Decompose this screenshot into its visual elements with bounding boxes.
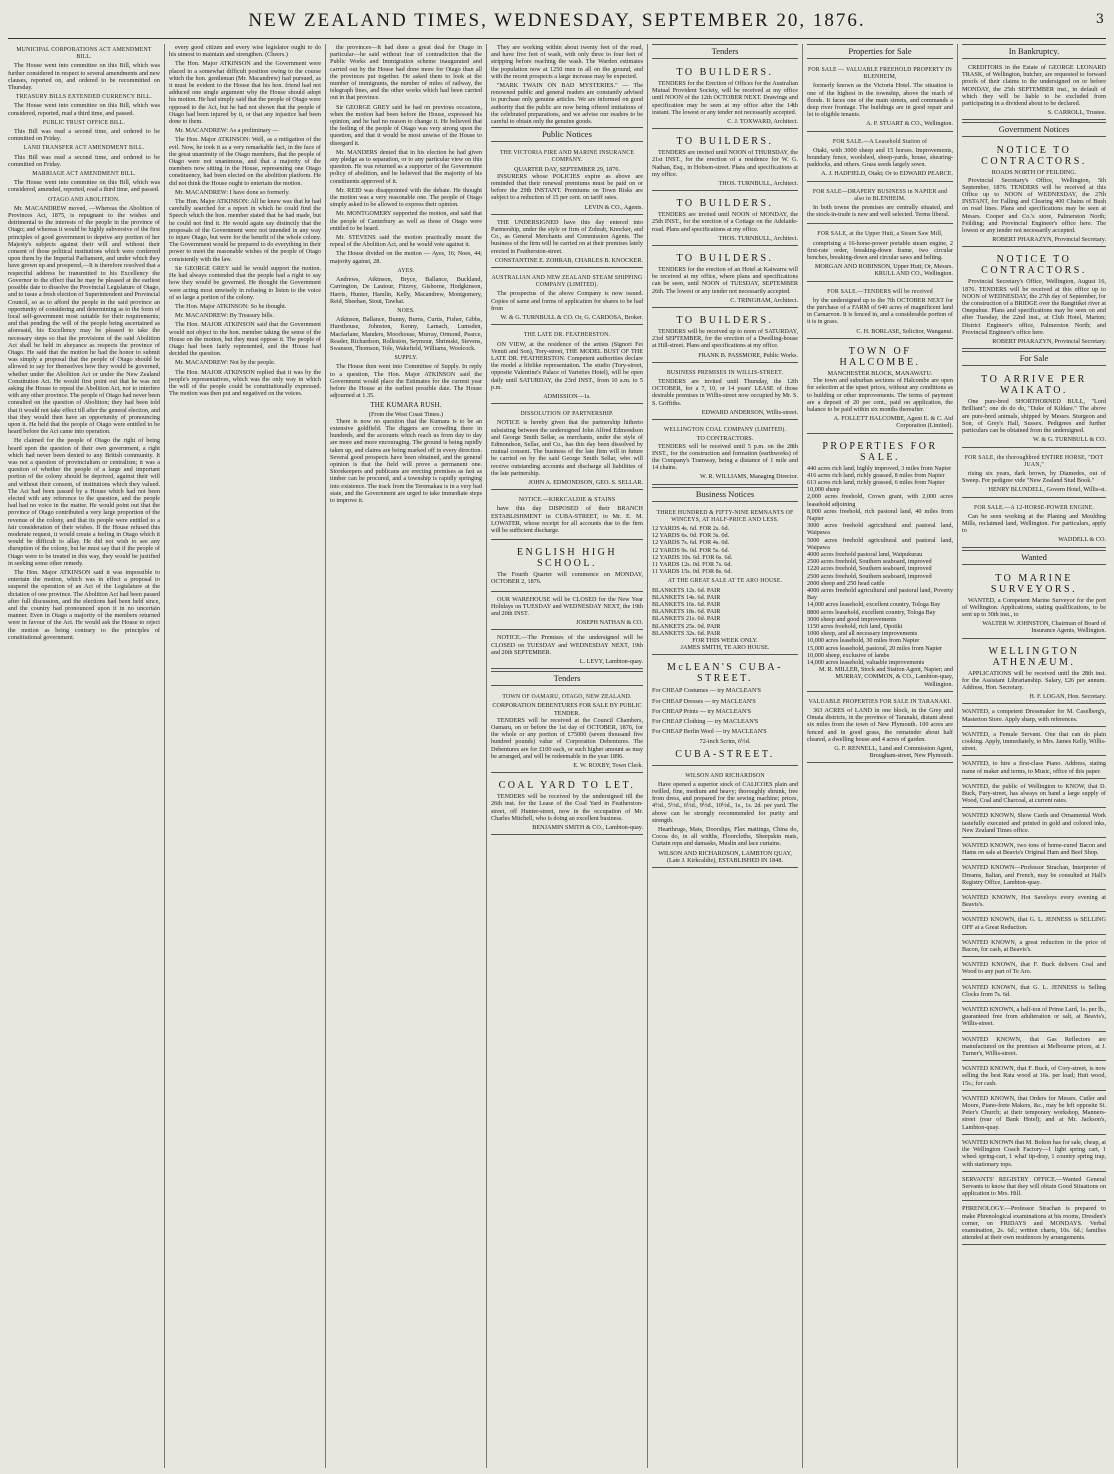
advert-title: FOR SALE.—A 12-HORSE-POWER ENGINE. (973, 504, 1094, 511)
advert-signature: L. LEVY, Lambton-quay. (579, 658, 643, 665)
property-item: 14,000 acres leasehold, excellent country, Tologa Bay (807, 601, 941, 609)
advert (491, 594, 643, 631)
paragraph: This Bill was read a second time, and ordered to be committed on Friday. (8, 128, 160, 143)
wanted-advert: SERVANTS' REGISTRY OFFICE.—Wanted General Servants to know that they will obtain Good Situations on application to Mrs. Hill. (962, 1174, 1106, 1202)
property-item: 613 acres rich land, richly grassed, 6 miles from Napier (807, 478, 945, 486)
price-line: BLANKETS 25s. 0d. PAIR (652, 622, 721, 630)
paragraph: The House went into committee on this Bill, which was considered, reported, read a third time, and passed. (8, 102, 160, 117)
column-4 (491, 44, 643, 1468)
paragraph: Sir GEORGE GREY said he would support the motion. He had always contended that the people had a right to say how they would be governed. He thought the Government were acting most unwisely in refusing to listen to the voice of so large a portion of the colony. (169, 264, 321, 301)
advert-title: WELLINGTON ATHENÆUM. (988, 645, 1080, 668)
advert-body: TENDERS are invited until NOON of MONDAY, the 25th INST., for the erection of a Cottage on the Adelaide-road. Plans and specifications at my office. (652, 211, 798, 233)
paragraph: The Hon. Major ATKINSON and the Government were placed in a somewhat difficult position owing to the course which the hon. gentleman (Mr. Macandrew) had pursued, as it must be evident to the House that his hon. friend had not adduced one single argument why the House should adopt his motion. He had simply said that the people of Otago were opposed to the Act, but he had not shown that the people of Otago had been injured by it, or that any injustice had been done to them. (169, 60, 321, 126)
wanted-advert: WANTED KNOWN, two tons of home-cured Bacon and Hams on sale at Beavis's Original Ham and Beef Shop. (962, 840, 1106, 860)
wanted-advert: WANTED KNOWN, Show Cards and Ornamental Work tastefully executed and printed in gold and colored inks, New Zealand Times office. (962, 810, 1106, 838)
advert-body: 363 ACRES of LAND in one block, in the Grey and Omata districts, in the province of Taranaki, distant about six miles from the town of New Plymouth. 100 acres are fenced and in good grass, the remainder about half cleared, a dwelling house and 4 acres of garden. (807, 707, 953, 743)
wanted-advert: WANTED, a Female Servant. One that can do plain cooking. Apply, immediately, to Mrs. James Kelly, Willis-street. (962, 729, 1106, 757)
price-line: 12 YARDS 9s. 0d. FOR 5s. 6d. (652, 546, 730, 554)
advert-body: The Fourth Quarter will commence on MONDAY, OCTOBER 2, 1876. (491, 571, 643, 586)
paragraph: every good citizen and every wise legislator ought to do his utmost to maintain and strengthen. (Cheers.) (169, 44, 321, 59)
advert-signature: A. P. STUART & CO., Wellington. (866, 120, 953, 128)
price-line: BLANKETS 21s. 0d. PAIR (652, 615, 721, 623)
advert-title: THREE HUNDRED & FIFTY-NINE REMNANTS OF WINCEYS, AT HALF-PRICE AND LESS. (656, 509, 794, 523)
property-item: 14,000 acres leasehold, valuable improvements (807, 659, 925, 666)
advert-signature: C. TRINGHAM, Architect. (730, 296, 798, 304)
advert-signature: WILSON AND RICHARDSON, LAMBTON QUAY, (Late J. Kirkcaldie), ESTABLISHED IN 1848. (658, 849, 792, 864)
advert-subtitle: MANCHESTER BLOCK, MANAWATU. (827, 369, 933, 377)
property-item: 5000 acres freehold agricultural and pastoral land, Waipawa (807, 536, 953, 551)
advert-signature: WADDELL & CO. (1058, 536, 1106, 544)
advert-body: Otaki, with 3000 sheep and 15 horses. Improvements, boundary fence, woolshed, sheep-yards, house, shearing-paddocks, and others. Grass seeds largely sown. (807, 146, 953, 169)
advert-title: FOR SALE — VALUABLE FREEHOLD PROPERTY IN BLENHEIM, (807, 67, 953, 81)
section-heading: For Sale (962, 351, 1106, 366)
advert (491, 632, 643, 669)
property-item: 8,000 acres freehold, rich pastoral land, 40 miles from Napier (807, 507, 953, 522)
advert (491, 689, 643, 773)
advert-title: TO BUILDERS. (676, 198, 774, 210)
wanted-list (962, 706, 1106, 1245)
advert-signature: A. J. HADFIELD, Otaki; Or to EDWARD PEARCE. (821, 170, 953, 178)
price-line: 11 YARDS 12s. 0d. FOR 7s. 6d. (652, 560, 732, 568)
paragraph: The House went into committee on this Bill, which was further considered in respect to several amendments and new clauses, reported on, and ordered to be recommitted on Thursday. (8, 62, 160, 92)
advert-signature: W. & G. TURNBULL & CO. Or, G. CARDOSA, Broker. (500, 314, 643, 322)
advert-title: THE LATE DR. FEATHERSTON. (523, 332, 611, 339)
advert-body: TENDERS are invited until Thursday, the 12th OCTOBER, for a 7, 10, or 14 years' LEASE of those desirable premises in Willis-street now occupied by Mr. S. S. Griffiths. (652, 378, 798, 407)
paragraph: Mr. REID was disappointed with the debate. He thought the motion was a very reasonable one. The people of Otago simply asked to be allowed to express their opinion. (330, 186, 482, 209)
advert-body: WANTED, a Competent Marine Surveyor for the port of Wellington. Applications, stating qualifications, to be sent up to 30th inst., to (962, 596, 1106, 618)
paragraph: The House divided on the motion — Ayes, 16; Noes, 44; majority against, 28. (330, 250, 482, 265)
advert-body: rising six years, dark brown, by Diamedes, out of Sweep. For pedigree vide "New Zealand Stud Book." (962, 469, 1106, 485)
column-rule (486, 44, 487, 1468)
noes-list: Atkinson, Ballance, Bunny, Burns, Curtis, Fisher, Gibbs, Hursthouse, Johnston, Kenny, Larnach, Lumsden, Macfarlane, Manders, Moorhouse, Murray, Ormond, Pearce, Reader, Richardson, Rolleston, Seymour, Shrimski, Stevens, Swanson, Thomson, Tole, Wakefield, Williams, Woolcock. (330, 316, 482, 352)
advert-title: AUSTRALIAN AND NEW ZEALAND STEAM SHIPPING COMPANY (LIMITED). (491, 275, 643, 289)
advert (807, 341, 953, 434)
advert-line: For CHEAP Berlin Wool — try MACLEAN'S (652, 728, 767, 736)
advert-title: TO BUILDERS. (676, 136, 774, 148)
paragraph: He claimed for the people of Otago the right of being heard upon the question of their own government, a right which had never been denied to any British community. It was not a question of provincialism or centralism; it was a question of whether the people of a large and important portion of the colony should be deprived, against their will and without their consent, of institutions which they valued. The Act had been passed by a House which had not been elected with any reference to the question, and the people had had no voice in the matter. He would point out that the province of Otago contributed a very large proportion of the revenue of the colony, and that its people were entitled to a fair consideration of their wishes. If the House refused this moderate request, it would create a feeling in Otago which it would be difficult to allay. He did not wish to see any disruption of the colony, but he must say that if the people of Otago were to be treated in this way, they would be justified in seeking some other remedy. (8, 437, 160, 567)
section-heading: Properties for Sale (807, 44, 953, 59)
advert-signature: ROBERT PHARAZYN, Provincial Secretary. (992, 236, 1106, 244)
advert (652, 505, 798, 656)
wanted-advert: WANTED, the public of Wellington to KNOW, that D. Buck, Fury-street, has always on hand a large supply of Wood, Coal and Charcoal, at current rates. (962, 781, 1106, 809)
advert-subtitle: AT THE GREAT SALE AT TE ARO HOUSE. (667, 578, 783, 585)
supply-heading: SUPPLY. (394, 355, 418, 362)
advert-title: TO MARINE SURVEYORS. (990, 572, 1078, 595)
property-item: 440 acres rich land, highly improved, 3 miles from Napier (807, 464, 952, 472)
advert-signature: WALTER W. JOHNSTON, Chairman of Board of Insurance Agents, Wellington. (982, 620, 1106, 635)
winceys-list (652, 525, 798, 575)
advert (652, 422, 798, 484)
price-line: 12 YARDS 10s. 6d. FOR 6s. 6d. (652, 553, 733, 561)
section-heading: Wanted (962, 550, 1106, 565)
advert-body: CREDITORS in the Estate of GEORGE LEONARD TRASK, of Wellington, butcher, are requested to forward proofs of their claims to the undersigned on or before MONDAY, the 25th SEPTEMBER inst., in default of which they will be liable to be excluded from participating in a dividend about to be declared. (962, 64, 1106, 108)
property-item: 2500 acres freehold, Southern seaboard, improved (807, 572, 932, 580)
advert-body: NOTICE.—The Premises of the undersigned will be CLOSED on TUESDAY and WEDNESDAY NEXT, 19th and 20th SEPTEMBER. (491, 634, 643, 656)
wanted-advert: WANTED KNOWN, a half-ton of Prime Lard, 1s. per lb., guaranteed free from adulteration or salt, at Beavis's, Willis-street. (962, 1004, 1106, 1032)
advert (652, 768, 798, 868)
advert-signature: EDWARD ANDERSON, Willis-street. (701, 408, 798, 416)
column-6 (807, 44, 953, 1468)
advert-title: WELLINGTON COAL COMPANY (LIMITED). (663, 427, 787, 434)
advert (962, 62, 1106, 120)
advert-body: THE UNDERSIGNED have this day entered into Partnership, under the style or firm of Zohrab, Knocker, and Co., as General Merchants and Commission Agents. The business of the firm will be carried on at their premises lately erected in Featherston-street. (491, 218, 643, 255)
advert-title: TOWN OF HALCOMBE. (839, 345, 921, 368)
advert-signature: M. R. MILLER, Stock and Station Agent, Napier; and MURRAY, COMMON, & CO., Lambton-quay, Wellington. (818, 666, 953, 688)
advert (807, 184, 953, 225)
advert-signature: HENRY BLUNDELL, Govern Hotel, Willis-st. (988, 486, 1106, 494)
advert-body: TENDERS for the Erection of Offices for the Australian Mutual Provident Society, will be received at my office until NOON of the 12th OCTOBER NEXT. Drawings and specification may be seen at my office after the 14th instant. The lowest or any tender not necessarily accepted. (652, 80, 798, 116)
advert-title: FOR SALE.—A Leasehold Station of (832, 138, 928, 145)
property-item: 10,000 sheep, exclusive of lambs (807, 651, 890, 659)
paragraph: The Hon. Major ATKINSON said it was impossible to entertain the motion, which was in effect a proposal to suspend the operation of an Act of the Legislature at the dictation of one province. The Abolition Act had been passed after full discussion, and the elections had been held since, and the country had pronounced upon it in no uncertain manner. Even in Otago a majority of the members returned were in favour of the Act. He would ask the House to reject the motion as being contrary to the principles of constitutional government. (8, 569, 160, 641)
kumara-source: (From the West Coast Times.) (368, 410, 444, 418)
property-item: 3000 acres freehold agricultural and pastoral land, Waipawa (807, 522, 953, 537)
heading: PUBLIC TRUST OFFICE BILL. (42, 119, 126, 126)
advert-title: FOR SALE, the thoroughbred ENTIRE HORSE, "DOT JUAN," (964, 454, 1104, 468)
paragraph: Mr. MANDERS denied that in his election he had given any pledge as to separation, or to any particular view on this question. He was returned as a supporter of the Government policy of abolition, and he believed that the majority of his constituents approved of it. (330, 148, 482, 185)
advert (491, 327, 643, 404)
paragraph: The Hon. MAJOR ATKINSON replied that it was by the people's representatives, which was the only way in which the will of the people could be constitutionally expressed. The motion was then put and negatived on the voices. (169, 368, 321, 398)
advert-line: For CHEAP Costumes — try MACLEAN'S (652, 687, 762, 695)
advert (962, 249, 1106, 349)
paragraph: Mr. MACANDREW: Not by the people. (175, 359, 276, 367)
advert-footer: CUBA-STREET. (675, 748, 775, 760)
property-item: 1150 acres freehold, rich land, Opotiki (807, 622, 903, 630)
heading: LAND TRANSFER ACT AMENDMENT BILL. (23, 145, 145, 152)
advert-title: THE VICTORIA FIRE AND MARINE INSURANCE COMPANY. (499, 150, 635, 164)
advert-body: In both towns the premises are centrally situated, and the stock-in-trade is new and well selected. Terms liberal. (807, 204, 953, 219)
masthead (0, 8, 1114, 42)
advert (491, 775, 643, 835)
properties-list (807, 465, 953, 667)
advert-body: The town and suburban sections of Halcombe are open for selection at the upset prices, without any conditions as to building or other improvements. The terms of payment are a deposit of 20 per cent., paid on application, the balance to be paid within six months thereafter. (807, 377, 953, 413)
paragraph: This Bill was read a second time, and ordered to be committed on Friday. (8, 153, 160, 168)
advert-title: COAL YARD TO LET. (498, 780, 636, 792)
paragraph: The House then went into Committee of Supply. In reply to a question, The Hon. Major ATKINSON said the Government would place the Estimates for the current year before the House at the earliest possible date. The House adjourned at 1.35. (330, 363, 482, 400)
advert (962, 140, 1106, 247)
paragraph: the provinces—It had done a great deal for Otago in particular—he said without fear of contradiction that the Public Works and Immigration scheme inaugurated and carried out by the House had done more for Otago than all the provinces put together. He asked them to look at the number of immigrants, the number of miles of railway, the telegraph lines, and the other works which had been carried out in that province. (330, 44, 482, 102)
advert-title: WILSON AND RICHARDSON (685, 772, 765, 779)
advert-signature: JOHN A. EDMONDSON, GEO. S. SELLAR. (528, 478, 643, 486)
advert-body: INSURERS whose POLICIES expire as above are reminded that their renewal premiums must be paid on or before the 29th INSTANT. Premiums on Town Risks are subject to a reduction of 15 per cent. on tariff rates. (491, 172, 643, 202)
advert (807, 226, 953, 281)
column-2 (169, 44, 321, 1468)
wanted-advert: WANTED KNOWN, a great reduction in the price of Bacon, for cash, at Beavis's. (962, 937, 1106, 957)
advert-signature: LEVIN & CO., Agents. (584, 203, 643, 211)
advert-body: ON VIEW, at the residence of the artists (Signori Fei Venuti and Son), Tory-street, THE MODEL BUST OF THE LATE DR. FEATHERSTON. Competent authorities declare the model a lifelike representation. The studio (Tory-street, opposite Valentine's Palace of Varieties Hotel), will be open daily until SATURDAY, the 23rd INST., from 10 a.m. to 5 p.m. (491, 340, 643, 391)
advert (962, 500, 1106, 548)
paragraph: The Hon. MAJOR ATKINSON said that the Government would not object to the hon. member taking the sense of the House on the motion, but they must oppose it. The people of Otago had been fairly represented, and the House had decided the question. (169, 321, 321, 358)
advert-signature: W. & G. TURNBULL & CO. (1033, 436, 1106, 444)
advert-signature: C. H. BORLASE, Solicitor, Wanganui. (856, 327, 953, 335)
wanted-advert: WANTED KNOWN, that G. L. JENNESS is SELLING OFF at a Great Reduction. (962, 914, 1106, 934)
wanted-advert: WANTED KNOWN, that G. L. JENNESS is Selling Clocks from 7s. 6d. (962, 982, 1106, 1002)
advert-title: TO BUILDERS. (676, 253, 774, 265)
advert-title: DISSOLUTION OF PARTNERSHIP. (520, 411, 614, 418)
advert-body: Hearthrugs, Mats, Doorslips, Flax mattings, China do, Cocoa do, in all widths, Floorcloths, Sheepskin mats, Curtain reps and damasks, Muslin and lace curtains. (652, 826, 798, 848)
advert-title: ENGLISH HIGH SCHOOL. (516, 547, 618, 570)
property-item: 4000 acres freehold pastoral land, Waipukurau (807, 550, 923, 558)
paragraph: The Hon. Major ATKINSON: So he thought. (175, 302, 287, 310)
advert-body: TENDERS will be received by the undersigned till the 26th inst. for the Lease of the Coal Yard in Featherston-street, off Hunter-street, now in the occupation of Mr. Charles Mitchell, who is doing an excellent business. (491, 793, 643, 822)
property-item: 4000 acres freehold agricultural and pastoral land, Poverty Bay (807, 586, 953, 602)
column-rule (325, 44, 326, 1468)
price-line: 11 YARDS 15s. 0d. FOR 8s. 6d. (652, 568, 732, 576)
price-line: BLANKETS 32s. 6d. PAIR (652, 629, 721, 637)
advert-title: FOR SALE, at the Upper Hutt, a Steam Saw Mill, (817, 231, 943, 238)
advert-signature: CONSTANTINE E. ZOHRAB, CHARLES B. KNOCKER. (494, 256, 643, 264)
heading: MARRIAGE ACT AMENDMENT BILL. (32, 171, 136, 178)
advert-signature: THOS. TURNBULL, Architect. (718, 180, 798, 188)
advert-body: One pure-bred SHORTHORNED BULL, "Lord Brilliant"; one do do do, "Duke of Kildare." The above are pure-bred animals, shipped by Messrs. Sturgeon and Son, of Grey's Hall, Sussex. Pedigrees and further particulars can be obtained from the undersigned. (962, 398, 1106, 435)
price-line: 12 YARDS 7s. 6d. FOR 4s. 0d. (652, 539, 730, 547)
advert-signature: JAMES SMITH, TE ARO HOUSE. (680, 644, 770, 652)
advert-signature: MORGAN AND ROBINSON, Upper Hutt; Or, Messrs. KRULL AND CO., Wellington. (814, 263, 953, 278)
advert-body: APPLICATIONS will be received until the 28th inst. for the Assistant Librarianship. Salary, £26 per annum. Address, Hon. Secretary. (962, 669, 1106, 691)
advert (962, 568, 1106, 639)
paragraph: Mr. MONTGOMERY supported the motion, and said that the people of Canterbury as well as those of Otago were entitled to be heard. (330, 210, 482, 232)
advert (807, 134, 953, 182)
advert-signature: A. FOLLETT HALCOMBE, Agent E. & C. Aid Corporation (Limited). (833, 415, 953, 430)
advert (962, 641, 1106, 705)
paragraph: "MARK TWAIN ON BAD MYSTERIES." — The renowned public and general readers are constantly advised to purchase only genuine articles. We are informed on good authority that the public are now being offered imitations of the celebrated preparations, and we advise our readers to be careful to obtain only the genuine goods. (491, 82, 643, 126)
wanted-advert: WANTED KNOWN, that F. Buck, of Cory-street, is now selling the best Rata wood at 16s. per load; Hutt wood, 15s.; for cash. (962, 1063, 1106, 1091)
advert (491, 492, 643, 540)
advert-line: For CHEAP Prints — try MACLEAN'S (652, 707, 752, 715)
columns (8, 44, 1106, 1468)
property-item: 15,000 acres leasehold, pastoral, 20 miles from Napier (807, 644, 943, 652)
advert (491, 145, 643, 215)
property-item: 1220 acres freehold, Southern seaboard, improved (807, 565, 932, 573)
section-heading: Tenders (491, 671, 643, 686)
advert-title: PROPERTIES FOR SALE. (822, 440, 938, 463)
advert-body: comprising a 16-horse-power portable steam engine, 2 first-rate order, breaking-down frame, two circular benches, breaking-down and circular saws and belting. (807, 239, 953, 262)
advert (807, 436, 953, 692)
heading: TREASURY BILLS EXTENDED CURRENCY BILL. (15, 94, 153, 101)
price-line: BLANKETS 12s. 6d. PAIR (652, 586, 721, 594)
column-1 (8, 44, 160, 1468)
advert-body: TENDERS will be received until 5 p.m. on the 28th INST., for the construction and formation (earthworks) of the Company's Tramway, being a distance of 1 mile and 14 chains. (652, 442, 798, 472)
column-rule (164, 44, 165, 1468)
advert-title: NOTICE.—KIRKCALDIE & STAINS (518, 497, 616, 504)
property-item: 3000 sheep and good improvements (807, 615, 897, 623)
page-number: 3 (1095, 12, 1104, 27)
newspaper-title: NEW ZEALAND TIMES, WEDNESDAY, SEPTEMBER 20, 1876. (248, 10, 866, 31)
property-item: 10,000 sheep (807, 486, 840, 494)
advert-line: For CHEAP Clothing — try MACLEAN'S (652, 717, 759, 725)
advert-title: NOTICE TO CONTRACTORS. (981, 145, 1087, 168)
wanted-advert: WANTED, a competent Dressmaker for M. Caselberg's, Masterton Store. Apply sharp, with references. (962, 706, 1106, 726)
price-line: 12 YARDS 4s. 6d. FOR 2s. 6d. (652, 524, 730, 532)
paragraph: The House went into committee on this Bill, which was considered, amended, reported, read a third time, and passed. (8, 179, 160, 194)
wanted-advert: WANTED KNOWN—Professor Strachan, Interpreter of Dreams, Italian, and French, may be consulted at Hall's Registry Office, Lambton-quay. (962, 862, 1106, 890)
paragraph: The Hon. Major ATKINSON: Well, as a mitigation of the evil. Now, he took it as a very remarkable fact, in the face of the great unanimity of the Otago members, that the people of Otago were not unanimous, and that a majority of the members now sitting in the House, representing one Otago constituency, had been elected on the abolition platform. He did not think the House ought to entertain the motion. (169, 136, 321, 187)
price-line: BLANKETS 16s. 6d. PAIR (652, 600, 721, 608)
advert-signature: ROBERT PHARAZYN, Provincial Secretary. (992, 338, 1106, 346)
advert-title: VALUABLE PROPERTIES FOR SALE IN TARANAKI. (808, 698, 952, 705)
advert-signature: G. F. RENNELL, Land and Commission Agent, Brougham-street, New Plymouth. (834, 745, 953, 760)
paragraph: They are working within about twenty feet of the road, and have five feet of wash, with only three to four feet of stripping before reaching the wash. The Warden estimates the population now at 1250 men in all on the ground, and with the recent prospects a large increase may be expected. (491, 44, 643, 80)
column-rule (647, 44, 648, 1468)
paragraph: Mr. MACANDREW: As a preliminary — (175, 127, 279, 135)
advert-subtitle: TO CONTRACTORS. (696, 435, 754, 443)
advert-body: by the undersigned up to the 7th OCTOBER NEXT for the purchase of a FARM of 640 acres of magnificent land in Carnarvon. It is fenced in, and a considerable portion of it is in grass. (807, 296, 953, 326)
advert-body: TENDERS are invited until NOON of THURSDAY, the 21st INST., for the erection of a residence for W. G. Nathan, Esq., in Hobson-street. Plans and specifications at my office. (652, 149, 798, 178)
advert (652, 365, 798, 420)
paragraph: The Hon. Major ATKINSON: All he knew was that he had carefully searched for a report in which he could find the Speech which the hon. member stated that he had made, but he could not find it. He would again say distinctly that the proposals of the Government were not intended in any way to injure Otago, but were for the benefit of the whole colony. The Government would be prepared to do everything in their power to meet the reasonable wishes of the people of Otago consistently with the law. (169, 198, 321, 263)
property-item: 1000 sheep, and all necessary improvements (807, 630, 918, 638)
paragraph: Mr. MACANDREW moved, —Whereas the Abolition of Provinces Act, 1875, is repugnant to the wishes and detrimental to the interests of the people in the province of Otago; and whereas it would be highly subversive of the first principles of good government to deprive any portion of her Majesty's subjects against their will and without their consent of those political institutions which were conferred upon them by the Imperial Parliament, and under which they have grown up and prospered,—It is therefore resolved that a respectful address be transmitted to his Excellency the Governor to the effect that he may be pleased at the earliest possible date to dissolve the Provincial Legislature of Otago, and to issue a fresh election of Superintendent and Provincial Council, so as to afford the people in the said province an opportunity of considering and determining as to the form of local self-government most suitable for their requirements; and that pending the will of the people being ascertained as aforesaid, his Excellency may be pleased to take the necessary steps so that the provisions of the said Abolition Act shall be held in abeyance as respects the province of Otago. He said that the motion he had the honor to submit was simply a proposal that the people of Otago should be allowed to say for themselves how they would be governed, whether under the Abolition Act or under the New Zealand Constitution Act. He would first point out that he was not asking the House to repeal the Abolition Act, nor to interfere with any other province. The people of Otago had never been consulted on the question of Abolition; they had been told that it would not take effect till after the general election, and that they would then have an opportunity of pronouncing upon it. He held that the people of Otago were entitled to be heard before the Act came into operation. (8, 204, 160, 436)
advert-body: NOTICE is hereby given that the partnership hitherto subsisting between the undersigned John Alfred Edmondson and George Smith Sellar, as merchants, under the style of Edmondson, Sellar, and Co., has this day been dissolved by mutual consent. The business of the late firm will in future be carried on by the said George Smith Sellar, who will receive outstanding accounts and discharge all liabilities of the late partnership. (491, 419, 643, 477)
advert (652, 62, 798, 129)
advert-signature: E. W. ROXBY, Town Clerk. (573, 762, 643, 770)
advert-body: TENDERS will be received up to noon of SATURDAY, 23rd SEPTEMBER, for the erection of a Dwelling-house at Hill-street. Plans and specifications at my office. (652, 328, 798, 350)
advert-title: NOTICE TO CONTRACTORS. (981, 254, 1087, 277)
advert (652, 248, 798, 308)
advert-title: TO ARRIVE PER WAIKATO. (981, 374, 1087, 397)
advert-line: For CHEAP Dresses — try MACLEAN'S (652, 697, 756, 705)
wanted-advert: WANTED KNOWN, that Orders for Messrs. Cutler and Moore, Piano-forte Makers, &c., may be left opposite St. Peter's Church; at their temporary workshop, Manners-street (rear of Bank Hotel); and at Mr. Jackson's, Lambton-quay. (962, 1093, 1106, 1135)
advert (807, 284, 953, 339)
advert-body: Provincial Secretary's Office, Wellington, August 16, 1876. TENDERS will be received at this office up to NOON of WEDNESDAY, the 27th day of September, for the construction of a BRIDGE over the Rangitikei river at Onepuhue. Plans and specifications may be seen on and after Tuesday, the 22nd inst., at Club Hotel, Marton; District Engineer's office, Palmerston North; and Provincial Engineer's office here. (962, 278, 1106, 336)
advert-body: OUR WAREHOUSE will be CLOSED for the New Year Holidays on TUESDAY and WEDNESDAY NEXT, the 19th and 20th INST. (491, 595, 643, 617)
advert (652, 131, 798, 191)
ayes-list: Andrews, Atkinson, Bryce, Ballance, Buckland, Carrington, De Lautour, Fitzroy, Gisborne, Hodgkinson, Harris, Hunter, Hamlin, Kelly, Macandrew, Montgomery, Reid, Sheehan, Stout, Tawhai. (330, 276, 482, 305)
advert-body: TENDERS for the erection of an Hotel at Kaiwarra will be received at my office, where plans and specifications can be seen, until NOON of TUESDAY, SEPTEMBER 26th. The lowest or any tender not necessarily accepted. (652, 266, 798, 295)
advert (807, 62, 953, 132)
advert-subtitle: CORPORATION DEBENTURES FOR SALE BY PUBLIC TENDER. (492, 702, 642, 717)
heading: MUNICIPAL CORPORATIONS ACT AMENDMENT BILL. (16, 47, 152, 61)
column-7 (962, 44, 1106, 1468)
advert (491, 406, 643, 490)
advert (807, 694, 953, 764)
paragraph: Mr. MACANDREW: By Treasury bills. (175, 312, 274, 320)
property-item: 8800 acres leasehold, excellent country, Tologa Bay (807, 608, 936, 616)
heading: OTAGO AND ABOLITION. (48, 196, 120, 203)
section-heading: Business Notices (652, 487, 798, 502)
advert-signature: FRANK B. PASSMORE, Public Works. (698, 351, 798, 359)
advert-signature: W. R. WILLIAMS, Managing Director. (700, 473, 798, 481)
paragraph: There is now no question that the Kumara is to be an extensive goldfield. The diggers are crowding there in hundreds, and the accounts which reach us from day to day are more and more encouraging. The ground is being rapidly taken up, and claims are being marked off in every direction. Several good prospects have been obtained, and the general opinion is that the field will prove a permanent one. Storekeepers and publicans are erecting premises as fast as timber can be procured, and a township is rapidly springing into existence. The track from the Teremakau is in a very bad state, and the Government are urged to take immediate steps to improve it. (330, 417, 482, 504)
advert-body: TENDERS will be received at the Council Chambers, Oamaru, on or before the 1st day of OCTOBER, 1876, for the whole or any portion of £75000 (seven thousand five hundred pounds) value of Corporation Debentures. The Debentures are for £100 each, or such higher amount as may be arranged, and will be redeemable in the year 1896. (491, 716, 643, 760)
advert-title: McLEAN'S CUBA-STREET. (667, 662, 783, 685)
section-heading: Tenders (652, 44, 798, 59)
wanted-advert: WANTED KNOWN that M. Bolton has for sale, cheap, at the Wellington Coach Factory—1 light spring cart, 1 wheel spring-cart, 1 whaf tip-dray, 1 country spring trap, with stationary tops. (962, 1137, 1106, 1172)
noes-heading: NOES. (397, 307, 415, 314)
wanted-advert: WANTED KNOWN, that Gas Reflectors are manufactured on the premises at Melbourne prices, at J. Turner's, Willis-street. (962, 1034, 1106, 1062)
advert-signature: C. J. TOXWARD, Architect. (727, 118, 798, 126)
advert-signature: BENJAMIN SMITH & CO., Lambton-quay. (532, 824, 643, 832)
advert-title: TO BUILDERS. (676, 67, 774, 78)
advert (652, 657, 798, 765)
advert-title: TOWN OF OAMARU, OTAGO, NEW ZEALAND. (502, 694, 632, 701)
column-rule (802, 44, 803, 1468)
wanted-advert: WANTED, to hire a first-class Piano. Address, stating name of maker and terms, to Music, office of this paper. (962, 758, 1106, 778)
advert-title: FOR SALE.—TENDERS will be received (827, 288, 933, 295)
advert-body: The prospectus of the above Company is now issued. Copies of same and forms of application for shares to be had from (491, 290, 643, 312)
property-item: 10,000 acres leasehold, 30 miles from Napier (807, 637, 920, 645)
advert-body: Have opened a superior stock of CALICOES plain and twilled, fine, medium and heavy; thoroughly shrunk, free from dress, and prepared for the sewing machine; prices, 4½d., 5½d., 6½d., 9½d., 10½d., 1s., 1s. 2d. per yard. The above can be strongly recommended for purity and strength. (652, 780, 798, 824)
advert-signature: H. F. LOGAN, Hon. Secretary. (1029, 693, 1106, 701)
advert (652, 310, 798, 363)
advert-signature: S. CARROLL, Trustee. (1047, 109, 1106, 117)
paragraph: Sir GEORGE GREY said he had on previous occasions, when the motion had been before the House, expressed his opinion, and he had no reason to change it. He believed that the feeling of the people of Otago was very strong upon the question, and that it would be most unwise of the House to disregard it. (330, 103, 482, 147)
advert-signature: JOSEPH NATHAN & CO. (575, 619, 643, 627)
advert-body: have this day DISPOSED of their BRANCH ESTABLISHMENT in CUBA-STREET, to Mr. E. M. LOWATER, whose receipt for all accounts due to the firm will be sufficient discharge. (491, 505, 643, 534)
wanted-advert: PHRENOLOGY.—Professor Strachan is prepared to make Phrenological examinations at his rooms, Dresden's corner, on FRIDAYS and MONDAYS. Verbal examination, 2s. 6d.; written charts, 10s. 6d.; families attended at their own residences by arrangements. (962, 1203, 1106, 1245)
section-heading: Public Notices (491, 127, 643, 142)
price-line: BLANKETS 18s. 6d. PAIR (652, 608, 721, 616)
wanted-advert: WANTED KNOWN, that F. Buck delivers Coal and Wood to any part of Te Aro. (962, 959, 1106, 979)
advert-title: FOR SALE—DRAPERY BUSINESS in NAPIER and also in BLENHEIM. (812, 188, 948, 202)
paragraph: Mr. MACANDREW: I have done so formerly. (175, 188, 290, 196)
kumara-heading: THE KUMARA RUSH. (370, 401, 442, 410)
advert-subtitle: ROADS NORTH OF FEILDING. (991, 169, 1077, 177)
advert-signature: THOS. TURNBULL, Architect. (718, 234, 798, 242)
advert (652, 193, 798, 246)
advert (962, 450, 1106, 498)
advert-title: BUSINESS PREMISES IN WILLIS-STREET. (666, 369, 784, 376)
advert-note: 72-inch Scrim, 6½d. (699, 738, 751, 746)
price-line: BLANKETS 14s. 6d. PAIR (652, 593, 721, 601)
advert-body: formerly known as the Victoria Hotel. The situation is one of the highest in the township, above the reach of floods. It faces one of the main streets, and commands a deep river frontage. The buildings are in good repair and let to eligible tenants. (807, 82, 953, 119)
section-heading: In Bankruptcy. (962, 44, 1106, 59)
column-5 (652, 44, 798, 1468)
advert-title: TO BUILDERS. (676, 315, 774, 327)
advert (491, 217, 643, 268)
property-item: 416 acres rich land, richly grassed, 8 miles from Napier (807, 471, 945, 479)
column-rule (957, 44, 958, 1468)
blankets-list (652, 587, 798, 637)
advert-body: Can be seen working at the Planing and Moulding Mills, reclaimed land, Wellington. For particulars, apply to (962, 512, 1106, 535)
ayes-heading: AYES. (397, 267, 415, 274)
property-item: 2,000 acres freehold, Crown grant, with 2,000 acres leasehold adjoining (807, 493, 953, 508)
section-heading: Government Notices (962, 122, 1106, 137)
wanted-advert: WANTED KNOWN, Hot Saveloys every evening at Beavis's. (962, 892, 1106, 912)
advert (962, 369, 1106, 447)
masthead-rule (8, 38, 1106, 39)
advert-note: FOR THIS WEEK ONLY. (692, 636, 758, 644)
advert (491, 542, 643, 591)
advert (491, 270, 643, 325)
advert-subtitle: QUARTER DAY, SEPTEMBER 29, 1876. (513, 165, 621, 173)
advert-body: Provincial Secretary's Office, Wellington, 5th September, 1876. TENDERS will be received at this Office up to NOON of WEDNESDAY, the 27th INSTANT, for Falling and Clearing 400 Chains of Bush on road lines. Plans and specifications may be seen at Messrs. Cooper and Co.'s store, Palmerston North; Feilding; and Provincial Engineer's office here. The lowest or any tender not necessarily accepted. (962, 176, 1106, 235)
property-item: 2000 sheep and 250 head cattle (807, 579, 885, 587)
price-line: 12 YARDS 6s. 0d. FOR 3s. 0d. (652, 532, 730, 540)
column-3 (330, 44, 482, 1468)
property-item: 2500 acres freehold, Southern seaboard, improved (807, 558, 932, 566)
advert-admission: ADMISSION—1s. (543, 392, 591, 400)
paragraph: Mr. STEVENS said the motion practically meant the repeal of the Abolition Act, and he would vote against it. (330, 234, 482, 249)
